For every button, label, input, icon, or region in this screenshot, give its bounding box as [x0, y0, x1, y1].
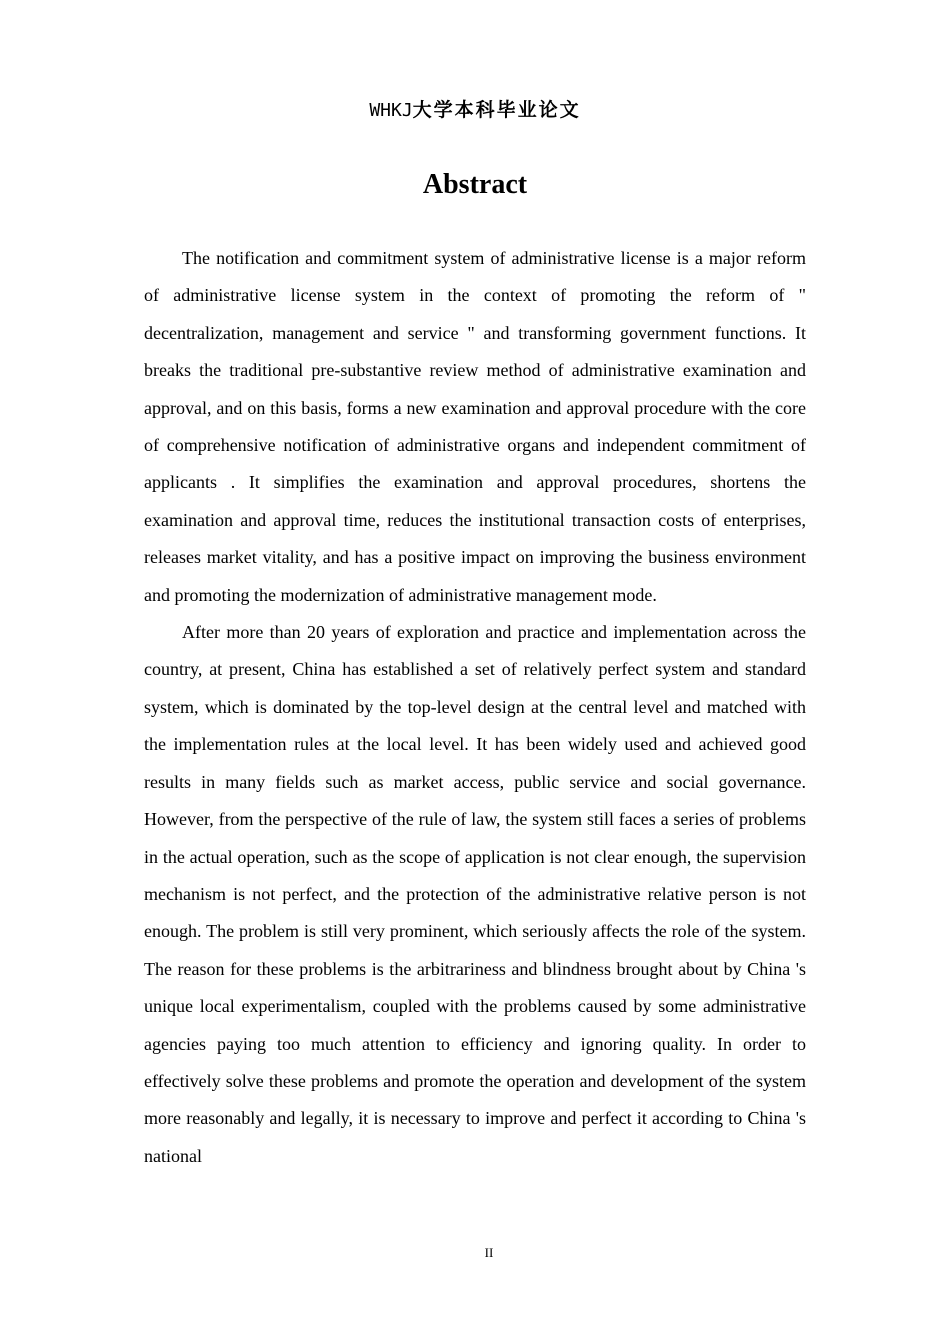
header-thesis-label: 大学本科毕业论文 — [412, 99, 581, 121]
abstract-paragraph-1: The notification and commitment system of administrative license is a major reform of administrative license system in the context of promoting the reform of " decentralization, management and service " and transforming government functions. It breaks the traditional pre-substantive review method of administrative examination and approval, and on this basis, forms a new examination and approval procedure with the core of comprehensive notification of administrative organs and independent commitment of applicants . It simplifies the examination and approval procedures, shortens the examination and approval time, reduces the institutional transaction costs of enterprises, releases market vitality, and has a positive impact on improving the business environment and promoting the modernization of administrative management mode. — [144, 248, 806, 605]
header-university-code: WHKJ — [369, 100, 413, 121]
abstract-body — [144, 240, 806, 1175]
running-header — [0, 96, 950, 125]
abstract-paragraph-2: After more than 20 years of exploration and practice and implementation across the country, at present, China has established a set of relatively perfect system and standard system, which is dominated by the top-level design at the central level and matched with the implementation rules at the local level. It has been widely used and achieved good results in many fields such as market access, public service and social governance. However, from the perspective of the rule of law, the system still faces a series of problems in the actual operation, such as the scope of application is not clear enough, the supervision mechanism is not perfect, and the protection of the administrative relative person is not enough. The problem is still very prominent, which seriously affects the role of the system. The reason for these problems is the arbitrariness and blindness brought about by China 's unique local experimentalism, coupled with the problems caused by some administrative agencies paying too much attention to efficiency and ignoring quality. In order to effectively solve these problems and promote the operation and development of the system more reasonably and legally, it is necessary to improve and perfect it according to China 's national — [144, 622, 806, 1166]
page-number: II — [484, 1245, 494, 1260]
page-title: Abstract — [422, 169, 528, 200]
